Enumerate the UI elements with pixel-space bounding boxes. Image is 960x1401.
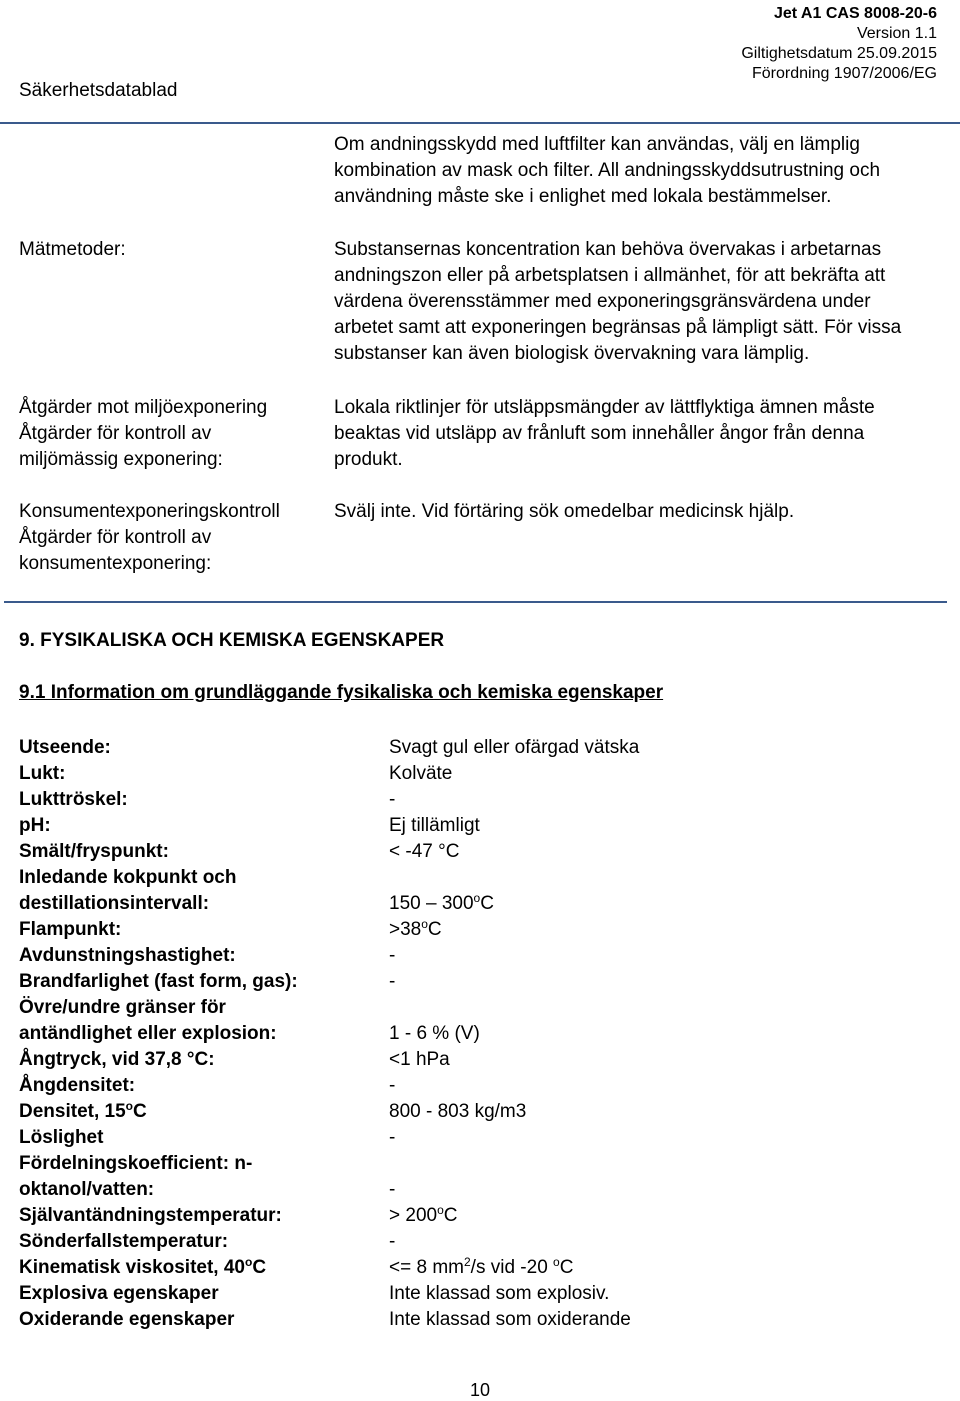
prop-value: Inte klassad som explosiv. [389, 1283, 610, 1304]
prop-row-boiling-line-1 [19, 865, 939, 891]
prop-label: Brandfarlighet (fast form, gas): [19, 971, 298, 992]
prop-label: Sönderfallstemperatur: [19, 1231, 229, 1252]
valid-date: Giltighetsdatum 25.09.2015 [741, 45, 937, 62]
prop-value: 150 – 300$^o$C [389, 891, 494, 914]
prop-label: antändlighet eller explosion: [19, 1023, 277, 1044]
prop-row-density [19, 1099, 939, 1125]
section-9-1-subtitle: 9.1 Information om grundläggande fysikaliska och kemiska egenskaper [19, 682, 664, 703]
section-divider [4, 601, 947, 603]
env-label-line-3: miljömässig exponering: [19, 449, 223, 470]
prop-value: Svagt gul eller ofärgad vätska [389, 737, 640, 758]
consumer-label-line-3: konsumentexponering: [19, 553, 212, 574]
prop-row-vapor-pressure [19, 1047, 939, 1073]
prop-label: Övre/undre gränser för [19, 997, 226, 1018]
prop-value: - [389, 1075, 396, 1096]
prop-label: Explosiva egenskaper [19, 1283, 219, 1304]
prop-row-partition [19, 1177, 939, 1203]
prop-label: Självantändningstemperatur: [19, 1205, 282, 1226]
prop-row-evaporation-rate [19, 943, 939, 969]
prop-value: < -47 °C [389, 841, 460, 862]
header-divider [0, 122, 960, 124]
consumer-label-line-1: Konsumentexponeringskontroll [19, 501, 280, 522]
page-number: 10 [469, 1380, 491, 1400]
consumer-label-line-2: Åtgärder för kontroll av [19, 527, 212, 548]
prop-row-partition-line-1 [19, 1151, 939, 1177]
prop-row-solubility [19, 1125, 939, 1151]
prop-row-odor [19, 761, 939, 787]
section-9-title: 9. FYSIKALISKA OCH KEMISKA EGENSKAPER [19, 630, 445, 651]
prop-value: Kolväte [389, 763, 453, 784]
prop-row-viscosity [19, 1255, 939, 1281]
prop-row-explosion-limits-line-1 [19, 995, 939, 1021]
prop-label: Ångtryck, vid 37,8 °C: [19, 1049, 215, 1070]
prop-row-flammability [19, 969, 939, 995]
prop-value: 800 - 803 kg/m3 [389, 1101, 527, 1122]
prop-label: Lukt: [19, 763, 66, 784]
environmental-exposure-label [19, 395, 267, 473]
consumer-exposure-label [19, 499, 280, 577]
prop-label: Densitet, 15$^o$C [19, 1099, 147, 1122]
env-label-line-1: Åtgärder mot miljöexponering [19, 397, 268, 418]
measurement-text: Substansernas koncentration kan behöva övervakas i arbetarnas andningszon eller på arbetsplatsen i allmänhet, för att bekräfta att värdena överensstämmer med exponeringsgränsvärdena under arbetet samt att exponeringen begränsas på lämpligt sätt. För vissa substanser kan även biologisk övervakning vara lämplig. [334, 239, 902, 364]
document-header-info [741, 4, 937, 84]
prop-label: Kinematisk viskositet, 40$^o$C [19, 1255, 267, 1278]
properties-list [19, 735, 939, 1333]
prop-row-explosive [19, 1281, 939, 1307]
prop-row-autoignition [19, 1203, 939, 1229]
measurement-label: Mätmetoder: [19, 239, 126, 260]
product-name: Jet A1 CAS 8008-20-6 [773, 5, 937, 22]
prop-label: Löslighet [19, 1127, 104, 1148]
prop-label: Utseende: [19, 737, 111, 758]
prop-label: Inledande kokpunkt och [19, 867, 237, 888]
prop-row-appearance [19, 735, 939, 761]
prop-row-explosion-limits [19, 1021, 939, 1047]
prop-value: <1 hPa [389, 1049, 450, 1070]
prop-value: Inte klassad som oxiderande [389, 1309, 631, 1330]
regulation: Förordning 1907/2006/EG [751, 65, 937, 82]
prop-value: $>38^oC$ [389, 917, 442, 940]
prop-row-ph [19, 813, 939, 839]
document-title: Säkerhetsdatablad [19, 80, 178, 101]
env-label-line-2: Åtgärder för kontroll av [19, 423, 212, 444]
prop-label: oktanol/vatten: [19, 1179, 155, 1200]
prop-label: pH: [19, 815, 51, 836]
prop-value: 1 - 6 % (V) [389, 1023, 480, 1044]
prop-row-boiling [19, 891, 939, 917]
prop-label: Fördelningskoefficient: n- [19, 1153, 253, 1174]
prop-label: destillationsintervall: [19, 893, 210, 914]
environmental-exposure-text: Lokala riktlinjer för utsläppsmängder av lättflyktiga ämnen måste beaktas vid utsläpp av frånluft som innehåller ångor från denna produkt. [334, 397, 875, 470]
prop-value: - [389, 1127, 396, 1148]
version: Version 1.1 [856, 25, 937, 42]
prop-value: - [389, 945, 396, 966]
prop-value: <= 8 $mm^2/s$ vid -20 $^o$C [389, 1255, 574, 1278]
prop-label: Avdunstningshastighet: [19, 945, 236, 966]
prop-label: Lukttröskel: [19, 789, 128, 810]
prop-row-vapor-density [19, 1073, 939, 1099]
prop-row-odor-threshold [19, 787, 939, 813]
prop-value: > $200^oC$ [389, 1203, 458, 1226]
prop-value: - [389, 1231, 396, 1252]
prop-row-melting-point [19, 839, 939, 865]
prop-row-oxidizing [19, 1307, 939, 1333]
prop-label: Ångdensitet: [19, 1075, 136, 1096]
consumer-exposure-text: Svälj inte. Vid förtäring sök omedelbar medicinsk hjälp. [334, 501, 795, 522]
prop-value: - [389, 1179, 396, 1200]
prop-label: Smält/fryspunkt: [19, 841, 169, 862]
prop-label: Flampunkt: [19, 919, 122, 940]
prop-value: Ej tillämligt [389, 815, 480, 836]
prop-row-decomposition [19, 1229, 939, 1255]
prop-value: - [389, 789, 396, 810]
prop-row-flash-point [19, 917, 939, 943]
prop-label: Oxiderande egenskaper [19, 1309, 235, 1330]
prop-value: - [389, 971, 396, 992]
respiratory-protection-text: Om andningsskydd med luftfilter kan användas, välj en lämplig kombination av mask och filter. All andningsskyddsutrustning och användning måste ske i enlighet med lokala bestämmelser. [334, 134, 881, 207]
